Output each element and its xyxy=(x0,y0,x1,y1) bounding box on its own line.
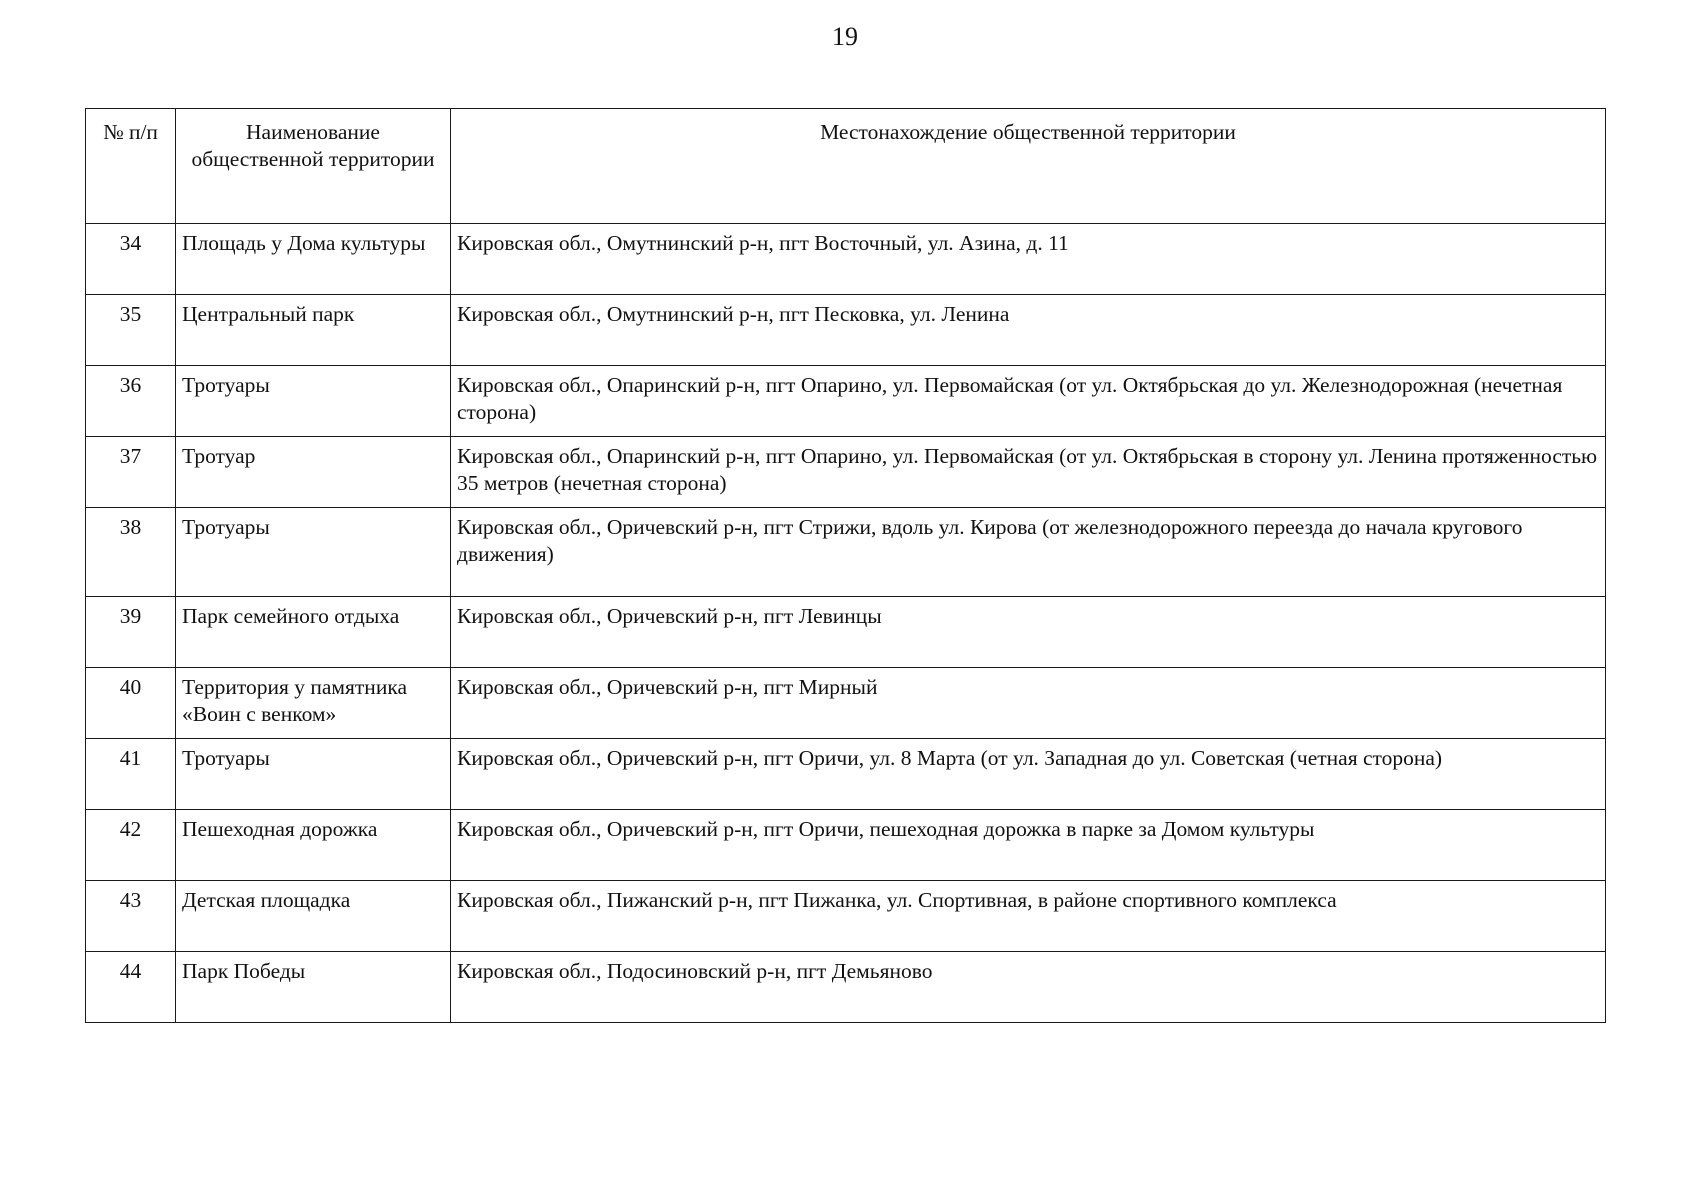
territory-name: Территория у памятника «Воин с венком» xyxy=(176,668,451,739)
row-number: 43 xyxy=(86,881,176,952)
territory-name: Центральный парк xyxy=(176,295,451,366)
row-number: 39 xyxy=(86,597,176,668)
row-number: 37 xyxy=(86,437,176,508)
table-row xyxy=(86,224,1606,295)
header-name: Наименование общественной территории xyxy=(176,109,451,224)
territory-location: Кировская обл., Оричевский р-н, пгт Оричи, ул. 8 Марта (от ул. Западная до ул. Советская (четная сторона) xyxy=(451,739,1606,810)
territory-location: Кировская обл., Опаринский р-н, пгт Опарино, ул. Первомайская (от ул. Октябрьская до ул. Железнодорожная (нечетная сторона) xyxy=(451,366,1606,437)
page-number: 19 xyxy=(832,22,858,51)
table-row xyxy=(86,437,1606,508)
public-territories-table xyxy=(85,108,1606,1023)
row-number: 34 xyxy=(86,224,176,295)
table-row xyxy=(86,366,1606,437)
row-number: 40 xyxy=(86,668,176,739)
territory-name: Тротуары xyxy=(176,508,451,597)
table-header-row xyxy=(86,109,1606,224)
row-number: 42 xyxy=(86,810,176,881)
territory-location: Кировская обл., Оричевский р-н, пгт Оричи, пешеходная дорожка в парке за Домом культуры xyxy=(451,810,1606,881)
table-row xyxy=(86,952,1606,1023)
table-row xyxy=(86,668,1606,739)
table-row xyxy=(86,508,1606,597)
territory-name: Детская площадка xyxy=(176,881,451,952)
territory-name: Пешеходная дорожка xyxy=(176,810,451,881)
header-number: № п/п xyxy=(86,109,176,224)
territory-location: Кировская обл., Опаринский р-н, пгт Опарино, ул. Первомайская (от ул. Октябрьская в сторону ул. Ленина протяженностью 35 метров (нечетная сторона) xyxy=(451,437,1606,508)
row-number: 38 xyxy=(86,508,176,597)
territory-name: Площадь у Дома культуры xyxy=(176,224,451,295)
table-row xyxy=(86,810,1606,881)
table-row xyxy=(86,295,1606,366)
territory-name: Парк семейного отдыха xyxy=(176,597,451,668)
table-row xyxy=(86,739,1606,810)
territory-name: Парк Победы xyxy=(176,952,451,1023)
header-location: Местонахождение общественной территории xyxy=(451,109,1606,224)
territory-location: Кировская обл., Омутнинский р-н, пгт Восточный, ул. Азина, д. 11 xyxy=(451,224,1606,295)
territory-location: Кировская обл., Оричевский р-н, пгт Левинцы xyxy=(451,597,1606,668)
territory-name: Тротуары xyxy=(176,739,451,810)
territory-name: Тротуар xyxy=(176,437,451,508)
territory-name: Тротуары xyxy=(176,366,451,437)
territory-location: Кировская обл., Омутнинский р-н, пгт Песковка, ул. Ленина xyxy=(451,295,1606,366)
territory-location: Кировская обл., Пижанский р-н, пгт Пижанка, ул. Спортивная, в районе спортивного комплекса xyxy=(451,881,1606,952)
territory-location: Кировская обл., Подосиновский р-н, пгт Демьяново xyxy=(451,952,1606,1023)
row-number: 35 xyxy=(86,295,176,366)
row-number: 44 xyxy=(86,952,176,1023)
table-row xyxy=(86,597,1606,668)
territory-location: Кировская обл., Оричевский р-н, пгт Мирный xyxy=(451,668,1606,739)
territory-location: Кировская обл., Оричевский р-н, пгт Стрижи, вдоль ул. Кирова (от железнодорожного переезда до начала кругового движения) xyxy=(451,508,1606,597)
row-number: 41 xyxy=(86,739,176,810)
row-number: 36 xyxy=(86,366,176,437)
table-row xyxy=(86,881,1606,952)
